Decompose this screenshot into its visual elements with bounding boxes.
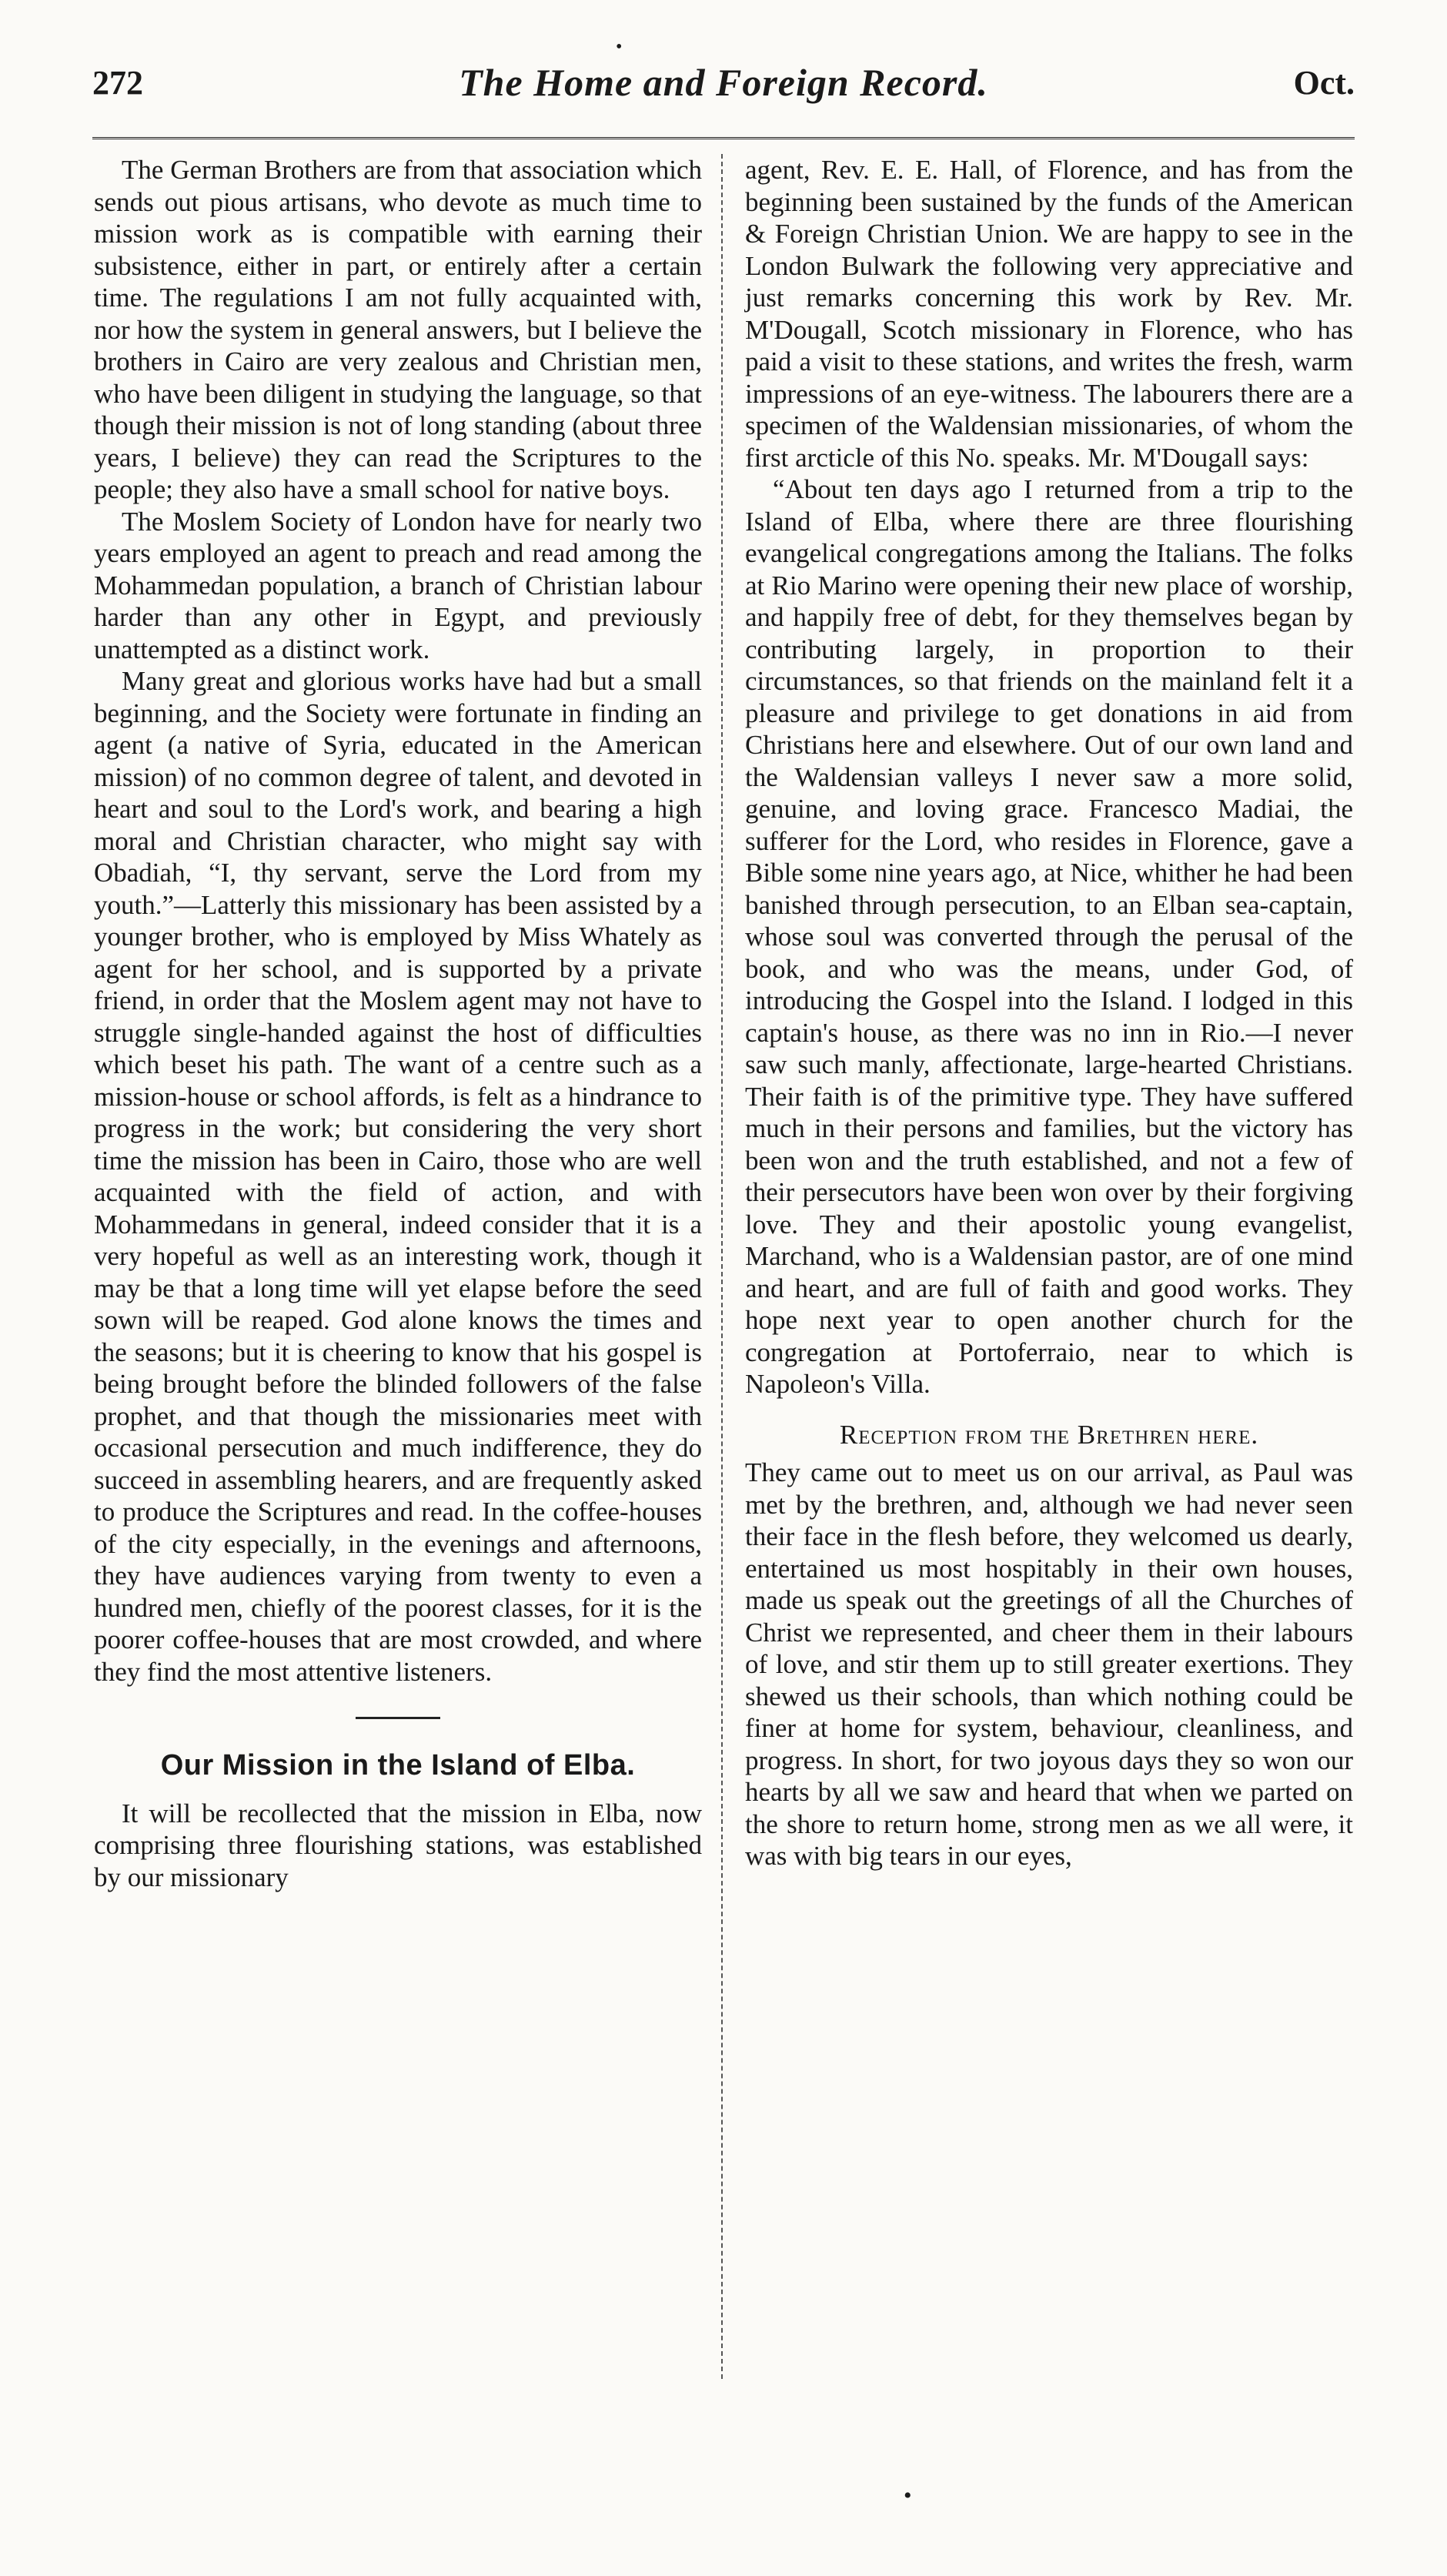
paragraph-reception: They came out to meet us on our arrival, as Paul was met by the brethren, and, although we had never seen their face in the flesh before, they welcomed us dearly, entertained us most hospitably in their own houses, made us speak out the greetings of all the Churches of Christ we represented, and cheer them in their labours of love, and stir them up to still greater exertions. They shewed us their schools, than which nothing could be finer at home for system, behaviour, cleanliness, and progress. In short, for two joyous days they so won our hearts by all we saw and heard that when we parted on the shore to return home, strong men as we all were, it was with big tears in our eyes, (745, 1457, 1353, 1871)
section-divider (356, 1717, 440, 1719)
paragraph-moslem-society: The Moslem Society of London have for nearly two years employed an agent to preach and read among the Mohammedan population, a branch of Christian labour harder than any other in Egypt, and previously unattempted as a distinct work. (94, 506, 702, 664)
page-number: 272 (92, 64, 143, 102)
paragraph-elba-intro: It will be recollected that the mission in Elba, now comprising three flourishing stations, was established by our missionary (94, 1798, 702, 1892)
sub-heading-reception: Reception from the Brethren here. (839, 1419, 1259, 1450)
print-mark-bottom: • (904, 2483, 912, 2508)
paragraph-german-brothers: The German Brothers are from that association which sends out pious artisans, who devote as much time to mission work as is compatible with earning their subsistence, either in part, or entirely after a certain time. The regulations I am not fully acquainted with, nor how the system in general answers, but I believe the brothers in Cairo are very zealous and Christian men, who have been diligent in studying the language, so that though their mission is not of long standing (about three years, I believe) they can read the Scriptures to the people; they also have a small school for native boys. (94, 155, 702, 504)
journal-title: The Home and Foreign Record. (459, 61, 988, 104)
print-mark-top: • (616, 37, 623, 57)
column-divider (721, 154, 723, 2379)
left-column (94, 154, 702, 1893)
paragraph-mdougall-quote: “About ten days ago I returned from a trip to the Island of Elba, where there are three flourishing evangelical congregations among the Italians. The folks at Rio Marino were opening their new place of worship, and happily free of debt, for they themselves began by contributing largely, in proportion to their circumstances, so that friends on the mainland felt it a pleasure and privilege to get donations in aid from Christians here and elsewhere. Out of our own land and the Waldensian valleys I never saw a more solid, genuine, and loving grace. Francesco Madiai, the sufferer for the Lord, who resides in Florence, gave a Bible some nine years ago, at Nice, whither he had been banished through persecution, to an Elban sea-captain, whose soul was converted through the perusal of the book, and who was the means, under God, of introducing the Gospel into the Island. I lodged in this captain's house, as there was no inn in Rio.—I never saw such manly, affectionate, large-hearted Christians. Their faith is of the primitive type. They have suffered much in their persons and families, but the victory has been won and the truth established, and not a few of their persecutors have been won over by their forgiving love. They and their apostolic young evangelist, Marchand, who is a Waldensian pastor, are of one mind and heart, and are full of faith and good works. They hope next year to open another church for the congregation at Portoferraio, near to which is Napoleon's Villa. (745, 474, 1353, 1399)
paragraph-elba-continued: agent, Rev. E. E. Hall, of Florence, and has from the beginning been sustained by the funds of the American & Foreign Christian Union. We are happy to see in the London Bulwark the following very appreciative and just remarks concerning this work by Rev. Mr. M'Dougall, Scotch missionary in Florence, who has paid a visit to these stations, and writes the fresh, warm impressions of an eye-witness. The labourers there are a specimen of the Waldensian missionaries, of whom the first arcticle of this No. speaks. Mr. M'Dougall says: (745, 155, 1353, 473)
paragraph-great-works: Many great and glorious works have had but a small beginning, and the Society were fortunate in finding an agent (a native of Syria, educated in the American mission) of no common degree of talent, and devoted in heart and soul to the Lord's work, and bearing a high moral and Christian character, who might say with Obadiah, “I, thy servant, serve the Lord from my youth.”—Latterly this missionary has been assisted by a younger brother, who is employed by Miss Whately as agent for her school, and is supported by a private friend, in order that the Moslem agent may not have to struggle single-handed against the host of difficulties which beset his path. The want of a centre such as a mission-house or school affords, is felt as a hindrance to progress in the work; but considering the very short time the mission has been in Cairo, those who are well acquainted with the field of action, and with Mohammedans in general, indeed consider that it is a very hopeful as well as an interesting work, though it may be that a long time will yet elapse before the seed sown will be reaped. God alone knows the times and the seasons; but it is cheering to know that his gospel is being brought before the blinded followers of the false prophet, and that though the missionaries meet with occasional persecution and much indifference, they do succeed in assembling hearers, and are frequently asked to produce the Scriptures and read. In the coffee-houses of the city especially, in the evenings and afternoons, they have audiences varying from twenty to even a hundred men, chiefly of the poorest classes, for it is the poorer coffee-houses that are most crowded, and where they find the most attentive listeners. (94, 666, 702, 1687)
section-heading-elba: Our Mission in the Island of Elba. (160, 1749, 636, 1781)
header-rule (92, 137, 1355, 139)
right-column (745, 154, 1353, 1872)
page-header (92, 63, 1355, 125)
issue-month: Oct. (1293, 64, 1355, 102)
